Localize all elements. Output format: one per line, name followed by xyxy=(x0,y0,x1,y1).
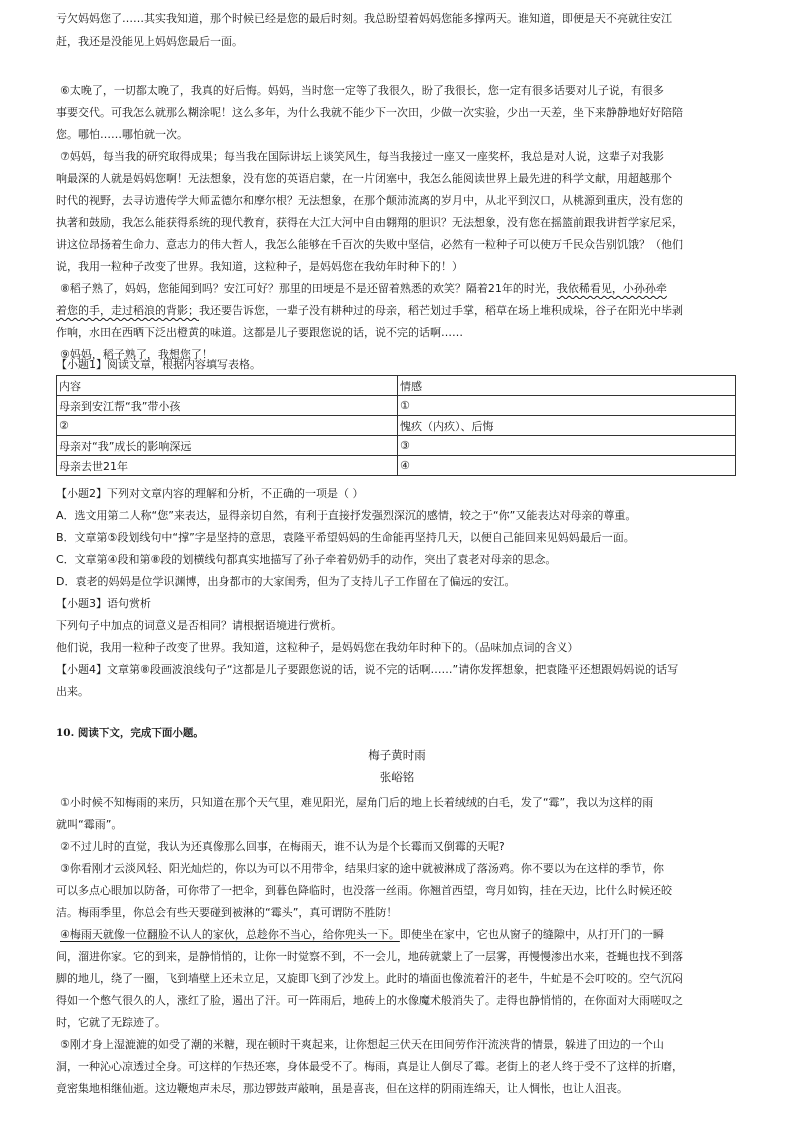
paragraph-7-last-line: 说，我用一粒种子改变了世界。我知道，这粒种子，是妈妈您在我幼年时种下的！） xyxy=(56,260,463,273)
paragraph-7-line: 讲这位昂扬着生命力、意志力的伟大哲人，我怎么能够在千百次的失败中坚信，必然有一粒种子可以使万千民众告别饥饿？（他们 xyxy=(56,238,683,251)
question-3-prompt: 下列句子中加点的词意义是否相同？请根据语境进行赏析。 xyxy=(56,619,342,632)
paragraph-7-line: 执著和鼓励，我怎么能获得系统的现代教育，获得在大江大河中自由翱翔的胆识？无法想象，没有您在摇篮前跟我讲哲学家尼采， xyxy=(56,216,683,229)
paragraph-8-line: 着您的手，走过稻浪的背影；我还要告诉您，一辈子没有耕种过的母亲，稻芒划过手掌，稻草在场上堆积成垛，谷子在阳光中毕剥 xyxy=(56,304,683,317)
question-4-line: 【小题4】文章第⑧段画波浪线句子“这都是儿子要跟您说的话，说不完的话啊……”请你发挥想象，把袁隆平还想跟妈妈说的话写 xyxy=(56,663,679,676)
table-row xyxy=(57,416,736,436)
dotted-word: 子 xyxy=(155,641,166,654)
paragraph-5-line: 洞，一种沁心凉透过全身。可这样的乍热还寒，身体最受不了。梅雨，真是让人倒尽了霉。老街上的老人终于受不了这样的折磨， xyxy=(56,1060,683,1073)
answer-table xyxy=(56,375,736,476)
underlined-text: ④梅雨天就像一位翻脸不认人的家伙，总趁你不当心，给你兜头一下。 xyxy=(60,928,400,941)
paragraph-6-line: 事要交代。可我怎么就那么糊涂呢！这么多年，为什么我就不能少下一次田，少做一次实验，少出一天差，坐下来静静地好好陪陪 xyxy=(56,106,683,119)
paragraph-6-line: ⑥太晚了，一切都太晚了，我真的好后悔。妈妈，当时您一定等了我很久，盼了我很长，您一定有很多话要对儿子说，有很多 xyxy=(60,84,664,97)
paragraph-9: ⑨妈妈，稻子熟了，我想您了！ xyxy=(60,348,213,361)
table-cell: ② xyxy=(57,416,398,436)
passage-author: 张峪铭 xyxy=(379,770,415,784)
paragraph-4-line: 时，它就了无踪迹了。 xyxy=(56,1016,166,1029)
passage-line: 赶，我还是没能见上妈妈您最后一面。 xyxy=(56,35,243,48)
wavy-underlined-text: 我依稀看见，小孙孙牵 xyxy=(556,282,667,295)
table-cell: 母亲去世21年 xyxy=(57,456,398,476)
paragraph-3-line: 洁。梅雨季里，你总会有些天要碰到被淋的“霉头”，真可谓防不胜防！ xyxy=(56,906,398,919)
option-b: B．文章第⑤段划线句中“撑”字是坚持的意思，袁隆平希望妈妈的生命能再坚持几天，以便自己能回来见妈妈最后一面。 xyxy=(56,531,635,544)
table-cell: 母亲到安江帮“我”带小孩 xyxy=(57,396,398,416)
table-header-row xyxy=(57,376,736,396)
passage-title: 梅子黄时雨 xyxy=(368,748,426,762)
paragraph-4-line: 间，溜进你家。它的到来，是静悄悄的，让你一时觉察不到，不一会儿，地砖就蒙上了一层雾，再慢慢渗出水来，苍蝇也找不到落 xyxy=(56,950,683,963)
question-1-label: 【小题1】阅读文章，根据内容填写表格。 xyxy=(56,358,261,371)
paragraph-7-line: ⑦妈妈，每当我的研究取得成果；每当我在国际讲坛上谈笑风生，每当我接过一座又一座奖杯，我总是对人说，这辈子对我影 xyxy=(60,150,664,163)
dotted-word: 一粒种 xyxy=(100,260,133,273)
paragraph-2: ②不过儿时的直觉，我认为还真像那么回事，在梅雨天，谁不认为是个长霉而又倒霉的天呢? xyxy=(60,840,505,853)
paragraph-1-line: ①小时候不知梅雨的来历，只知道在那个天气里，难见阳光，屋角门后的地上长着绒绒的白毛，发了“霉”，我以为这样的雨 xyxy=(60,796,654,809)
paragraph-8-line: ⑧稻子熟了，妈妈，您能闻到吗？安江可好？那里的田埂是不是还留着熟悉的欢笑？隔着21年的时光，我依稀看见，小孙孙牵 xyxy=(60,282,667,295)
paragraph-5-line: 竟密集地相继仙逝。这边鞭炮声未尽，那边锣鼓声敲响，虽是喜丧，但在这样的阴雨连绵天，让人惆怅，也让人沮丧。 xyxy=(56,1082,628,1095)
table-row xyxy=(57,396,736,416)
table-header-cell: 内容 xyxy=(57,376,398,396)
paragraph-7-line: 响最深的人就是妈妈您啊！无法想象，没有您的英语启蒙，在一片闭塞中，我怎么能阅读世界上最先进的科学文献，用超越那个 xyxy=(56,172,672,185)
dotted-word: 子 xyxy=(133,260,144,273)
question-3-sentence: 他们说，我用一粒种子改变了世界。我知道，这粒种子，是妈妈您在我幼年时种下的。（品味加点词的含义） xyxy=(56,641,579,654)
table-cell: 愧疚（内疚）、后悔 xyxy=(398,416,736,436)
question-2-label: 【小题2】下列对文章内容的理解和分析，不正确的一项是（ ） xyxy=(56,487,364,500)
paragraph-7-line: 时代的视野，去寻访遗传学大师孟德尔和摩尔根？无法想象，在那个颠沛流离的岁月中，从北平到汉口，从桃源到重庆，没有您的 xyxy=(56,194,683,207)
paragraph-4-line: 得如一个憋气很久的人，涨红了脸，遏出了汗。可一阵雨后，地砖上的水像魔术般消失了。走得也静悄悄的，在你面对大雨嗟叹之 xyxy=(56,994,683,1007)
dotted-word: 粒种 xyxy=(265,260,287,273)
dotted-word: 子 xyxy=(309,641,320,654)
table-cell: ④ xyxy=(398,456,736,476)
paragraph-6-line: 您。哪怕……哪怕就一次。 xyxy=(56,128,188,141)
table-cell: 母亲对“我”成长的影响深远 xyxy=(57,436,398,456)
option-a: A．选文用第二人称“您”来表达，显得亲切自然，有利于直接抒发强烈深沉的感情，较之于“你”又能表达对母亲的尊重。 xyxy=(56,509,637,522)
dotted-word: 子 xyxy=(287,260,298,273)
question-4-line: 出来。 xyxy=(56,685,89,698)
paragraph-5-line: ⑤刚才身上湿漉漉的如受了潮的米糖，现在顿时干爽起来，让你想起三伏天在田间劳作汗流浃背的情景，躲进了田边的一个山 xyxy=(60,1038,664,1051)
table-cell: ① xyxy=(398,396,736,416)
paragraph-1-line: 就叫“霉雨”。 xyxy=(56,818,123,831)
paragraph-4-line: 脚的地儿，绕了一圈，飞到墙壁上还未立足，又旋即飞到了沙发上。此时的墙面也像流着汗的老牛，牛虻是不会叮咬的。空气沉闷 xyxy=(56,972,683,985)
table-row xyxy=(57,456,736,476)
question-10-label: 10. 阅读下文，完成下面小题。 xyxy=(56,727,204,739)
paragraph-8-line: 作响，水田在西晒下泛出橙黄的味道。这都是儿子要跟您说的话，说不完的话啊…… xyxy=(56,326,463,339)
paragraph-3-line: ③你看刚才云淡风轻、阳光灿烂的，你以为可以不用带伞，结果归家的途中就被淋成了落汤鸡。你不要以为在这样的季节，你 xyxy=(60,862,664,875)
question-3-label: 【小题3】语句赏析 xyxy=(56,597,151,610)
paragraph-4-line: ④梅雨天就像一位翻脸不认人的家伙，总趁你不当心，给你兜头一下。即使坐在家中，它也从窗子的缝隙中，从打开门的一瞬 xyxy=(60,928,664,941)
paragraph-3-line: 可以多点心眼加以防备，可你带了一把伞，到暮色降临时，也没落一丝雨。你翘首西望，弯月如钩，挂在天边，比什么时候还皎 xyxy=(56,884,672,897)
option-d: D．袁老的妈妈是位学识渊博，出身都市的大家闺秀，但为了支持儿子工作留在了偏远的安江。 xyxy=(56,575,516,588)
option-c: C．文章第④段和第⑧段的划横线句都真实地描写了孙子牵着奶奶手的动作，突出了袁老对母亲的思念。 xyxy=(56,553,557,566)
passage-line: 亏欠妈妈您了……其实我知道，那个时候已经是您的最后时刻。我总盼望着妈妈您能多撑两天。谁知道，即便是天不亮就往安江 xyxy=(56,12,672,25)
table-header-cell: 情感 xyxy=(398,376,736,396)
table-row xyxy=(57,436,736,456)
wavy-underlined-text: 着您的手，走过稻浪的背影； xyxy=(56,304,199,317)
table-cell: ③ xyxy=(398,436,736,456)
